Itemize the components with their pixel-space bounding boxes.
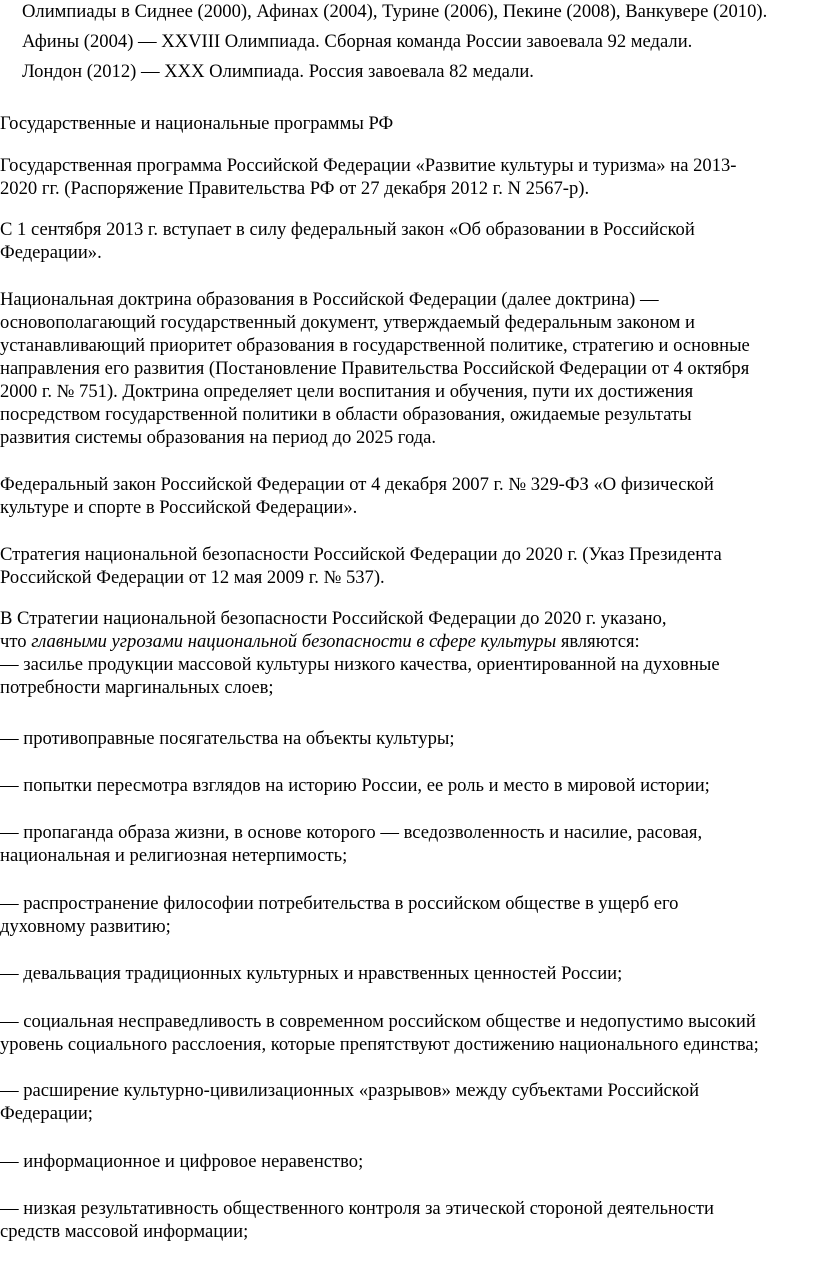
paragraph-doctrine-line: 2000 г. № 751). Доктрина определяет цели воспитания и обучения, пути их достижения [0, 381, 694, 402]
paragraph-sport-law-line: Федеральный закон Российской Федерации от 4 декабря 2007 г. № 329-ФЗ «О физической [0, 474, 714, 495]
threat-item-line: потребности маргинальных слоев; [0, 677, 274, 698]
olympics-line: Олимпиады в Сиднее (2000), Афинах (2004), Турине (2006), Пекине (2008), Ванкувере (2010). [22, 1, 768, 22]
threats-intro-prefix: что [0, 631, 32, 652]
threat-item-line: — низкая результативность общественного контроля за этической стороной деятельности [0, 1198, 714, 1219]
paragraph-law-line: С 1 сентября 2013 г. вступает в силу федеральный закон «Об образовании в Российской [0, 219, 695, 240]
paragraph-program-line: Государственная программа Российской Федерации «Развитие культуры и туризма» на 2013- [0, 155, 737, 176]
paragraph-strategy-line: Стратегия национальной безопасности Российской Федерации до 2020 г. (Указ Президента [0, 544, 722, 565]
threat-item-line: — пропаганда образа жизни, в основе которого — вседозволенность и насилие, расовая, [0, 822, 703, 843]
threat-item-line: уровень социального расслоения, которые препятствуют достижению национального единства; [0, 1034, 759, 1055]
threats-intro-line: В Стратегии национальной безопасности Российской Федерации до 2020 г. указано, [0, 608, 667, 629]
section-heading: Государственные и национальные программы РФ [0, 113, 394, 134]
olympics-line: Лондон (2012) — XXX Олимпиада. Россия завоевала 82 медали. [22, 61, 534, 82]
threats-intro-suffix: являются: [556, 631, 640, 652]
threat-item-line: — попытки пересмотра взглядов на историю России, ее роль и место в мировой истории; [0, 775, 710, 796]
paragraph-doctrine-line: основополагающий государственный документ, утверждаемый федеральным законом и [0, 312, 695, 333]
paragraph-sport-law-line: культуре и спорте в Российской Федерации». [0, 497, 358, 518]
olympics-line: Афины (2004) — XXVIII Олимпиада. Сборная команда России завоевала 92 медали. [22, 31, 693, 52]
paragraph-doctrine-line: направления его развития (Постановление Правительства Российской Федерации от 4 октября [0, 358, 750, 379]
paragraph-program-line: 2020 гг. (Распоряжение Правительства РФ от 27 декабря 2012 г. N 2567-р). [0, 178, 590, 199]
threat-item-line: — расширение культурно-цивилизационных «разрывов» между субъектами Российской [0, 1080, 700, 1101]
paragraph-doctrine-line: развития системы образования на период до 2025 года. [0, 427, 437, 448]
threat-item-line: — распространение философии потребительства в российском обществе в ущерб его [0, 893, 679, 914]
threat-item-line: средств массовой информации; [0, 1221, 249, 1242]
threat-item-line: национальная и религиозная нетерпимость; [0, 845, 348, 866]
threat-item-line: духовному развитию; [0, 916, 171, 937]
threat-item-line: — засилье продукции массовой культуры низкого качества, ориентированной на духовные [0, 654, 720, 675]
paragraph-doctrine-line: посредством государственной политики в области образования, ожидаемые результаты [0, 404, 692, 425]
threats-intro-line [0, 630, 640, 653]
threat-item-line: Федерации; [0, 1103, 93, 1124]
threat-item-line: — социальная несправедливость в современном российском обществе и недопустимо высокий [0, 1011, 756, 1032]
paragraph-strategy-line: Российской Федерации от 12 мая 2009 г. № 537). [0, 567, 385, 588]
threats-intro-italic: главными угрозами национальной безопасности в сфере культуры [31, 631, 557, 652]
paragraph-law-line: Федерации». [0, 242, 102, 263]
threat-item-line: — девальвация традиционных культурных и нравственных ценностей России; [0, 963, 623, 984]
paragraph-doctrine-line: устанавливающий приоритет образования в государственной политике, стратегию и основные [0, 335, 750, 356]
threat-item-line: — информационное и цифровое неравенство; [0, 1151, 364, 1172]
paragraph-doctrine-line: Национальная доктрина образования в Российской Федерации (далее доктрина) — [0, 289, 659, 310]
threat-item-line: — противоправные посягательства на объекты культуры; [0, 728, 455, 749]
